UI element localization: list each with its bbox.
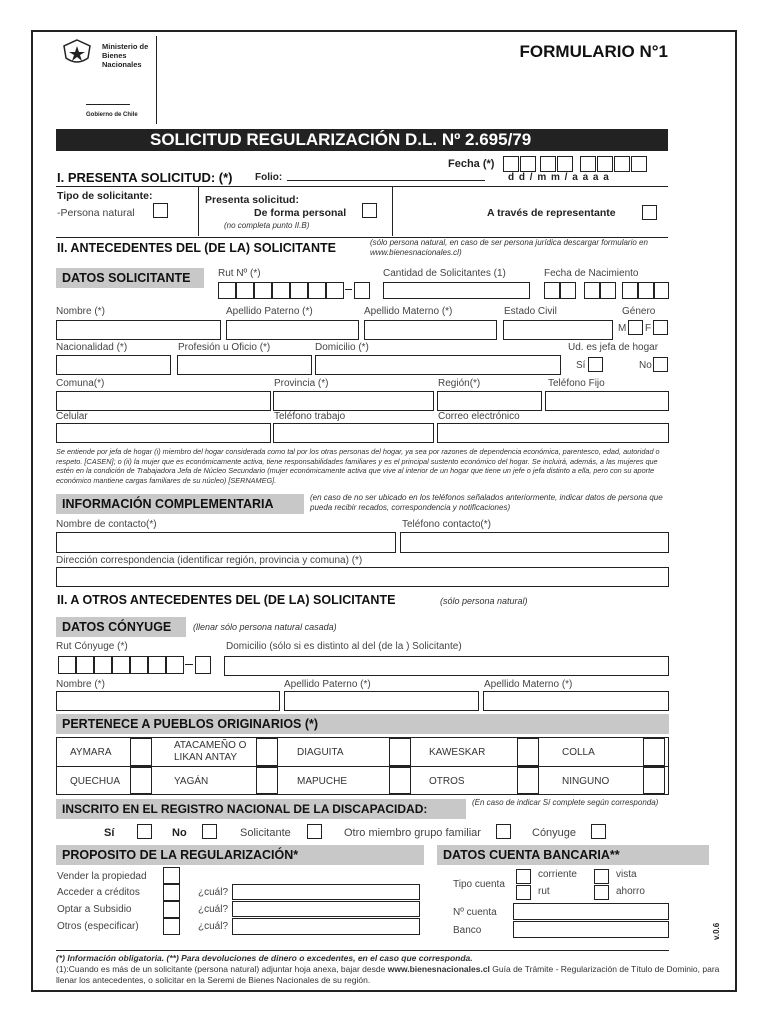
provincia-input[interactable]	[273, 391, 434, 411]
proposito-otros-checkbox[interactable]	[163, 918, 180, 935]
provincia-label: Provincia (*)	[274, 378, 329, 389]
version-label: v.0.6	[712, 922, 721, 940]
disc-solicitante-checkbox[interactable]	[307, 824, 322, 839]
celular-label: Celular	[56, 411, 88, 422]
rut-conyuge-label: Rut Cónyuge (*)	[56, 641, 128, 652]
nacionalidad-input[interactable]	[56, 355, 171, 375]
f-label: F	[645, 323, 652, 334]
section2a-title: II. A OTROS ANTECEDENTES DEL (DE LA) SOLICITANTE	[57, 593, 396, 607]
disc-no-label: No	[172, 827, 187, 839]
cantidad-input[interactable]	[383, 282, 530, 299]
nombre-input[interactable]	[56, 320, 221, 340]
presenta-label: Presenta solicitud:	[205, 194, 299, 206]
info-comp-note: (en caso de no ser ubicado en los teléfonos señalados anteriormente, indicar datos de persona que pueda recibir recados, correspondencia y notificaciones)	[310, 493, 663, 512]
jefa-si-label: Sí	[576, 360, 586, 371]
persona-natural-label: -Persona natural	[57, 207, 135, 219]
personal-label: De forma personal	[254, 207, 347, 219]
fecha-format: d d / m m / a a a a	[508, 172, 610, 183]
pueblo-colla: COLLA	[562, 747, 595, 758]
telefono-fijo-label: Teléfono Fijo	[548, 378, 605, 389]
paterno-conyuge-input[interactable]	[284, 691, 479, 711]
celular-input[interactable]	[56, 423, 271, 443]
section1-title: I. PRESENTA SOLICITUD: (*)	[57, 170, 233, 185]
numero-cuenta-input[interactable]	[513, 903, 669, 920]
proposito-vender-checkbox[interactable]	[163, 867, 180, 884]
representante-label: A través de representante	[487, 207, 616, 219]
nombre-conyuge-input[interactable]	[56, 691, 280, 711]
pueblo-quechua-checkbox[interactable]	[130, 767, 152, 794]
pueblo-kaweskar: KAWESKAR	[429, 747, 486, 758]
pueblo-mapuche: MAPUCHE	[297, 776, 348, 787]
paterno-conyuge-label: Apellido Paterno (*)	[284, 679, 371, 690]
pueblo-otros: OTROS	[429, 776, 465, 787]
domicilio-conyuge-input[interactable]	[224, 656, 669, 676]
discapacidad-band: INSCRITO EN EL REGISTRO NACIONAL DE LA DISCAPACIDAD:	[56, 799, 466, 819]
region-input[interactable]	[437, 391, 542, 411]
cual-label-1: ¿cuál?	[198, 887, 229, 898]
tipo-cuenta-label: Tipo cuenta	[453, 879, 505, 890]
banco-input[interactable]	[513, 921, 669, 938]
section2-note: (sólo persona natural, en caso de ser persona jurídica descargar formulario en www.bienesnacionales.cl)	[370, 238, 648, 257]
profesion-input[interactable]	[177, 355, 312, 375]
direccion-input[interactable]	[56, 567, 669, 587]
pueblo-kaweskar-checkbox[interactable]	[517, 738, 539, 766]
folio-line[interactable]	[287, 180, 485, 181]
civil-label: Estado Civil	[504, 306, 557, 317]
cual-creditos-input[interactable]	[232, 884, 420, 900]
numero-cuenta-label: Nº cuenta	[453, 907, 497, 918]
pueblo-atacameno: ATACAMEÑO O LIKAN ANTAY	[174, 740, 247, 763]
materno-label: Apellido Materno (*)	[364, 306, 453, 317]
pueblo-ninguno: NINGUNO	[562, 776, 610, 787]
cual-label-3: ¿cuál?	[198, 921, 229, 932]
pueblo-quechua: QUECHUA	[70, 776, 121, 787]
pueblo-diaguita-checkbox[interactable]	[389, 738, 411, 766]
nombre-label: Nombre (*)	[56, 306, 105, 317]
rut-label: Rut Nº (*)	[218, 268, 261, 279]
pueblo-mapuche-checkbox[interactable]	[389, 767, 411, 794]
paterno-input[interactable]	[226, 320, 359, 340]
corriente-label: corriente	[538, 869, 577, 880]
discapacidad-note: (En caso de indicar Sí complete según corresponda)	[472, 798, 659, 807]
info-comp-band: INFORMACIÓN COMPLEMENTARIA	[56, 494, 304, 514]
logo-line3: Nacionales	[102, 60, 142, 69]
cual-subsidio-input[interactable]	[232, 901, 420, 917]
domicilio-input[interactable]	[315, 355, 561, 375]
telefono-contacto-input[interactable]	[400, 532, 669, 553]
representante-checkbox[interactable]	[642, 205, 657, 220]
bancaria-band: DATOS CUENTA BANCARIA**	[437, 845, 709, 865]
disc-si-checkbox[interactable]	[137, 824, 152, 839]
direccion-label: Dirección correspondencia (identificar región, provincia y comuna) (*)	[56, 555, 363, 566]
proposito-item-1: Acceder a créditos	[57, 887, 140, 898]
footer-url[interactable]: www.bienesnacionales.cl	[387, 964, 490, 974]
footer-note2b: Guía de Trámite - Regularización de Título de Dominio, para llenar los antecedentes, o solicitar en la Seremi de Bienes Nacionales de su región.	[56, 964, 720, 985]
civil-input[interactable]	[503, 320, 613, 340]
logo-divider	[86, 104, 130, 105]
proposito-band: PROPOSITO DE LA REGULARIZACIÓN*	[56, 845, 424, 865]
proposito-item-3: Otros (especificar)	[57, 921, 139, 932]
cual-otros-input[interactable]	[232, 918, 420, 935]
chile-shield-icon	[60, 38, 94, 68]
correo-input[interactable]	[437, 423, 669, 443]
telefono-trabajo-input[interactable]	[273, 423, 434, 443]
tipo-divider2	[392, 186, 393, 236]
section2-title: II. ANTECEDENTES DEL (DE LA) SOLICITANTE	[57, 241, 336, 255]
paterno-label: Apellido Paterno (*)	[226, 306, 313, 317]
proposito-item-2: Optar a Subsidio	[57, 904, 132, 915]
pueblo-otros-checkbox[interactable]	[517, 767, 539, 794]
logo-line1: Ministerio de	[102, 42, 149, 51]
conyuge-band: DATOS CÓNYUGE	[56, 617, 186, 637]
logo-block	[56, 36, 157, 124]
section2a-note: (sólo persona natural)	[440, 596, 528, 606]
pueblos-band: PERTENECE A PUEBLOS ORIGINARIOS (*)	[56, 714, 669, 734]
nacimiento-label: Fecha de Nacimiento	[544, 268, 639, 279]
pueblo-aymara: AYMARA	[70, 747, 112, 758]
proposito-subsidio-checkbox[interactable]	[163, 901, 180, 918]
ahorro-label: ahorro	[616, 886, 645, 897]
datos-solicitante-band: DATOS SOLICITANTE	[56, 268, 204, 288]
disc-conyuge-label: Cónyuge	[532, 827, 577, 839]
vista-checkbox[interactable]	[594, 869, 609, 884]
footer-divider	[56, 950, 669, 951]
cantidad-label: Cantidad de Solicitantes (1)	[383, 268, 506, 279]
domicilio-label: Domicilio (*)	[315, 342, 369, 353]
logo-line2: Bienes	[102, 51, 127, 60]
persona-natural-checkbox[interactable]	[153, 203, 168, 218]
gov-label: Gobierno de Chile	[86, 112, 138, 118]
m-label: M	[618, 323, 627, 334]
disc-no-checkbox[interactable]	[202, 824, 217, 839]
materno-input[interactable]	[364, 320, 497, 340]
region-label: Región(*)	[438, 378, 481, 389]
nacionalidad-label: Nacionalidad (*)	[56, 342, 128, 353]
materno-conyuge-input[interactable]	[483, 691, 669, 711]
personal-checkbox[interactable]	[362, 203, 377, 218]
folio-label: Folio:	[255, 172, 283, 183]
logo-text	[102, 42, 148, 69]
disc-otro-label: Otro miembro grupo familiar	[344, 827, 481, 839]
comuna-label: Comuna(*)	[56, 378, 105, 389]
cual-label-2: ¿cuál?	[198, 904, 229, 915]
genero-label: Género	[622, 306, 656, 317]
disc-otro-checkbox[interactable]	[496, 824, 511, 839]
genero-f-checkbox[interactable]	[653, 320, 668, 335]
jefa-note: Se entiende por jefa de hogar (i) miembro del hogar considerada como tal por los otras personas del hogar, ya sea por razones de dependencia económica, parentesco, edad, autoridad o respeto. [CASEN]; o (ii) la mujer que es económicamente activa, tiene responsabilidades familiares y es el principal sustento económico del hogar. Se incluirá, además, a las mujeres que estén en la condición de Trabajadora Jefa de Núcleo Secundario (mujer económicamente activa que vive al interior de un hogar que tiene un jefe o jefa distinto a ella, pero con su aporte económico mantiene cargas familiares de su núcleo) [SERNAMEG].	[56, 447, 660, 485]
telefono-contacto-label: Teléfono contacto(*)	[402, 519, 491, 530]
profesion-label: Profesión u Oficio (*)	[178, 342, 271, 353]
contacto-input[interactable]	[56, 532, 396, 553]
jefa-no-label: No	[639, 360, 652, 371]
fecha-label: Fecha (*)	[448, 158, 495, 170]
disc-solicitante-label: Solicitante	[240, 827, 291, 839]
comuna-input[interactable]	[56, 391, 271, 411]
correo-label: Correo electrónico	[438, 411, 520, 422]
tipo-divider1	[198, 186, 199, 236]
pueblo-diaguita: DIAGUITA	[297, 747, 344, 758]
footer-note2	[56, 964, 724, 986]
contacto-label: Nombre de contacto(*)	[56, 519, 157, 530]
rut-cuenta-label: rut	[538, 886, 550, 897]
corriente-checkbox[interactable]	[516, 869, 531, 884]
ahorro-checkbox[interactable]	[594, 885, 609, 900]
tipo-label: Tipo de solicitante:	[57, 190, 153, 202]
domicilio-conyuge-label: Domicilio (sólo si es distinto al del (de la ) Solicitante)	[226, 641, 462, 652]
pueblo-aymara-checkbox[interactable]	[130, 738, 152, 766]
jefa-si-checkbox[interactable]	[588, 357, 603, 372]
conyuge-note: (llenar sólo persona natural casada)	[193, 622, 337, 632]
telefono-fijo-input[interactable]	[545, 391, 669, 411]
vista-label: vista	[616, 869, 637, 880]
jefa-label: Ud. es jefa de hogar	[568, 342, 659, 353]
footer-note2a: (1):Cuando es más de un solicitante (persona natural) adjuntar hoja anexa, bajar desde	[56, 964, 388, 974]
jefa-no-checkbox[interactable]	[653, 357, 668, 372]
pueblo-yagan-checkbox[interactable]	[256, 767, 278, 794]
proposito-item-0: Vender la propiedad	[57, 871, 147, 882]
no-completa-note: (no completa punto II.B)	[224, 221, 310, 230]
telefono-trabajo-label: Teléfono trabajo	[274, 411, 346, 422]
rut-checkbox[interactable]	[516, 885, 531, 900]
proposito-creditos-checkbox[interactable]	[163, 884, 180, 901]
pueblo-atacameno-checkbox[interactable]	[256, 738, 278, 766]
pueblo-yagan: YAGÁN	[174, 776, 209, 787]
footer-note1: (*) Información obligatoria. (**) Para devoluciones de dinero o excedentes, en el caso que corresponda.	[56, 953, 473, 963]
pueblo-colla-checkbox[interactable]	[643, 738, 665, 766]
disc-si-label: Sí	[104, 827, 115, 839]
form-title: SOLICITUD REGULARIZACIÓN D.L. Nº 2.695/79	[150, 130, 532, 149]
disc-conyuge-checkbox[interactable]	[591, 824, 606, 839]
genero-m-checkbox[interactable]	[628, 320, 643, 335]
nombre-conyuge-label: Nombre (*)	[56, 679, 105, 690]
banco-label: Banco	[453, 925, 482, 936]
pueblo-ninguno-checkbox[interactable]	[643, 767, 665, 794]
materno-conyuge-label: Apellido Materno (*)	[484, 679, 573, 690]
form-number: FORMULARIO N°1	[519, 42, 668, 61]
